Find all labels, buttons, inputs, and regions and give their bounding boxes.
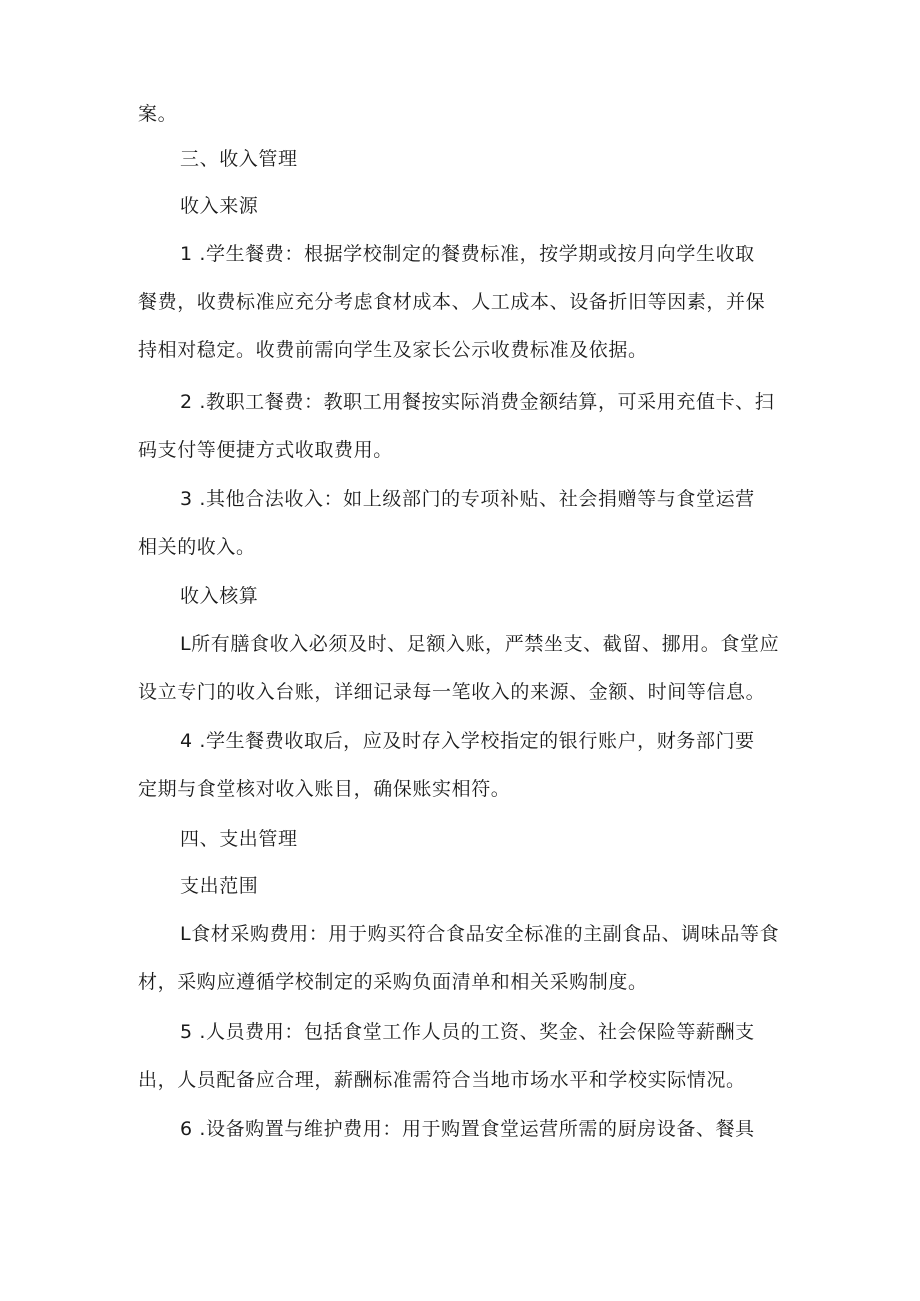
text-line: 6 .设备购置与维护费用：用于购置食堂运营所需的厨房设备、餐具: [180, 1118, 755, 1140]
paragraph-equipment-cost: [138, 1105, 788, 1153]
text-line: 2 .教职工餐费：教职工用餐按实际消费金额结算，可采用充值卡、扫: [180, 391, 775, 413]
paragraph-student-meal-fee: [138, 230, 788, 374]
paragraph-continuation: [138, 90, 788, 138]
text-line: 材，采购应遵循学校制定的采购负面清单和相关采购制度。: [138, 971, 648, 993]
text-line: L食材采购费用：用于购买符合食品安全标准的主副食品、调味品等食: [180, 923, 780, 945]
text-line: 4 .学生餐费收取后，应及时存入学校指定的银行账户，财务部门要: [180, 730, 755, 752]
paragraph-food-purchase: [138, 910, 788, 1006]
paragraph-income-recording: [138, 620, 788, 716]
section-heading-income-management: 三、收入管理: [180, 148, 298, 170]
text-line: 持相对稳定。收费前需向学生及家长公示收费标准及依据。: [138, 339, 648, 361]
paragraph-deposit-reconciliation: [138, 717, 788, 813]
text-line: 5 .人员费用：包括食堂工作人员的工资、奖金、社会保险等薪酬支: [180, 1021, 755, 1043]
subheading-income-accounting: 收入核算: [180, 585, 259, 607]
paragraph-other-income: [138, 475, 788, 571]
text-line: 相关的收入。: [138, 536, 256, 558]
subheading-income-source: 收入来源: [180, 195, 259, 217]
paragraph-personnel-cost: [138, 1008, 788, 1104]
section-heading-expense-management: 四、支出管理: [180, 828, 298, 850]
text-line: 案。: [138, 103, 178, 125]
paragraph-staff-meal-fee: [138, 378, 788, 474]
text-line: 1 .学生餐费：根据学校制定的餐费标准，按学期或按月向学生收取: [180, 243, 755, 265]
text-line: 出，人员配备应合理，薪酬标准需符合当地市场水平和学校实际情况。: [138, 1069, 746, 1091]
text-line: 定期与食堂核对收入账目，确保账实相符。: [138, 778, 511, 800]
text-line: 餐费，收费标准应充分考虑食材成本、人工成本、设备折旧等因素，并保: [138, 291, 766, 313]
text-line: L所有膳食收入必须及时、足额入账，严禁坐支、截留、挪用。食堂应: [180, 633, 780, 655]
text-line: 3 .其他合法收入：如上级部门的专项补贴、社会捐赠等与食堂运营: [180, 488, 755, 510]
text-line: 设立专门的收入台账，详细记录每一笔收入的来源、金额、时间等信息。: [138, 681, 766, 703]
text-line: 码支付等便捷方式收取费用。: [138, 439, 393, 461]
subheading-expense-scope: 支出范围: [180, 875, 259, 897]
